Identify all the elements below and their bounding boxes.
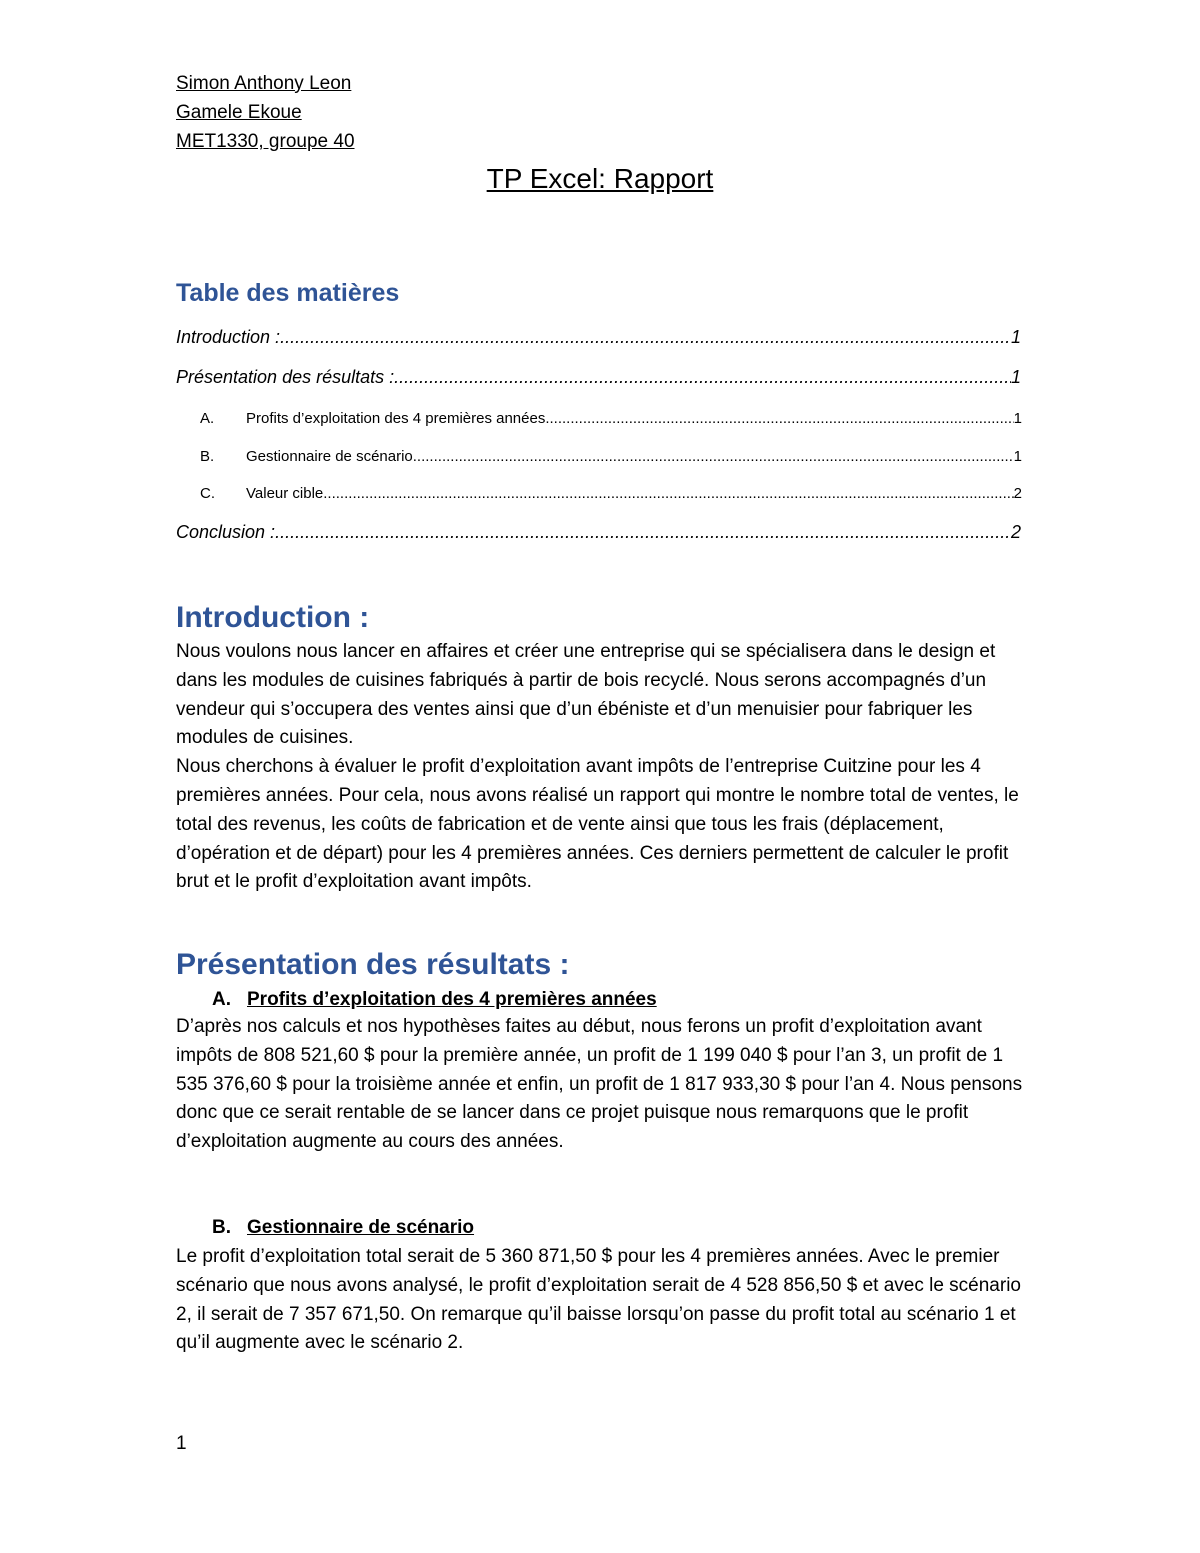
results-heading: Présentation des résultats : [176,948,570,981]
section-title: Profits d’exploitation des 4 premières années [247,989,657,1010]
toc-entry-results[interactable] [176,367,1021,388]
introduction-paragraph: Nous voulons nous lancer en affaires et créer une entreprise qui se spécialisera dans le design et dans les modules de cuisines fabriqués à partir de bois recyclé. Nous serons accompagnés d’un vendeur qui s’occupera des ventes ainsi que d’un ébéniste et d’un menuisier pour fabriquer les modules de cuisines. [176,641,996,749]
toc-heading: Table des matières [176,279,400,307]
toc-entry-profits[interactable] [200,410,1022,427]
section-letter: A. [212,989,231,1010]
toc-entry-text: Présentation des résultats : [176,367,395,387]
toc-entry-text: Introduction : [176,327,281,347]
toc-leader-dots [545,410,1013,427]
section-a-heading [212,988,657,1012]
section-title: Gestionnaire de scénario [247,1217,475,1238]
introduction-body [176,638,1028,897]
section-a-body [176,1013,1028,1157]
introduction-heading: Introduction : [176,601,370,634]
author-name: Simon Anthony Leon [176,73,352,94]
toc-leader-dots [280,327,1011,348]
toc-entry-letter: B. [200,448,215,465]
toc-leader-dots [394,367,1011,388]
toc-entry-introduction[interactable] [176,327,1021,348]
toc-page-number: 1 [1010,327,1021,347]
toc-entry-conclusion[interactable] [176,522,1021,543]
toc-entry-scenario[interactable] [200,448,1022,465]
document-title: TP Excel: Rapport [486,163,714,194]
introduction-paragraph: Nous cherchons à évaluer le profit d’exploitation avant impôts de l’entreprise Cuitzine pour les 4 premières années. Pour cela, nous avons réalisé un rapport qui montre le nombre total de ventes, le total des revenus, les coûts de fabrication et de vente ainsi que tous les frais (déplacement, d’opération et de départ) pour les 4 premières années. Ces derniers permettent de calculer le profit brut et le profit d’exploitation avant impôts. [176,756,1019,893]
section-a-paragraph: D’après nos calculs et nos hypothèses faites au début, nous ferons un profit d’exploitation avant impôts de 808 521,60 $ pour la première année, un profit de 1 199 040 $ pour l’an 3, un profit de 1 535 376,60 $ pour la troisième année et enfin, un profit de 1 817 933,30 $ pour l’an 4. Nous pensons donc que ce serait rentable de se lancer dans ce projet puisque nous remarquons que le profit d’exploitation augmente au cours des années. [176,1016,1023,1153]
section-b-heading [212,1216,474,1240]
section-b-paragraph: Le profit d’exploitation total serait de 5 360 871,50 $ pour les 4 premières années. Avec le premier scénario que nous avons analysé, le profit d’exploitation serait de 4 528 856,50 $ et avec le scénario 2, il serait de 7 357 671,50. On remarque qu’il baisse lorsqu’on passe du profit total au scénario 1 et qu’il augmente avec le scénario 2. [176,1246,1021,1354]
toc-page-number: 2 [1013,485,1022,502]
toc-entry-text: Profits d’exploitation des 4 premières années [246,410,546,427]
page-number: 1 [176,1433,187,1454]
section-letter: B. [212,1217,231,1238]
toc-entry-letter: A. [200,410,215,427]
toc-entry-target-value[interactable] [200,485,1022,502]
course-info: MET1330, groupe 40 [176,131,355,152]
toc-leader-dots [275,522,1011,543]
toc-page-number: 1 [1010,367,1021,387]
toc-entry-text: Gestionnaire de scénario [246,448,413,465]
section-b-body [176,1243,1028,1358]
toc-page-number: 1 [1013,410,1022,427]
toc-entry-text: Conclusion : [176,522,276,542]
toc-page-number: 1 [1013,448,1022,465]
toc-leader-dots [413,448,1014,465]
author-name: Gamele Ekoue [176,102,302,123]
toc-entry-letter: C. [200,485,215,502]
toc-page-number: 2 [1010,522,1021,542]
toc-entry-text: Valeur cible [246,485,324,502]
toc-leader-dots [323,485,1013,502]
